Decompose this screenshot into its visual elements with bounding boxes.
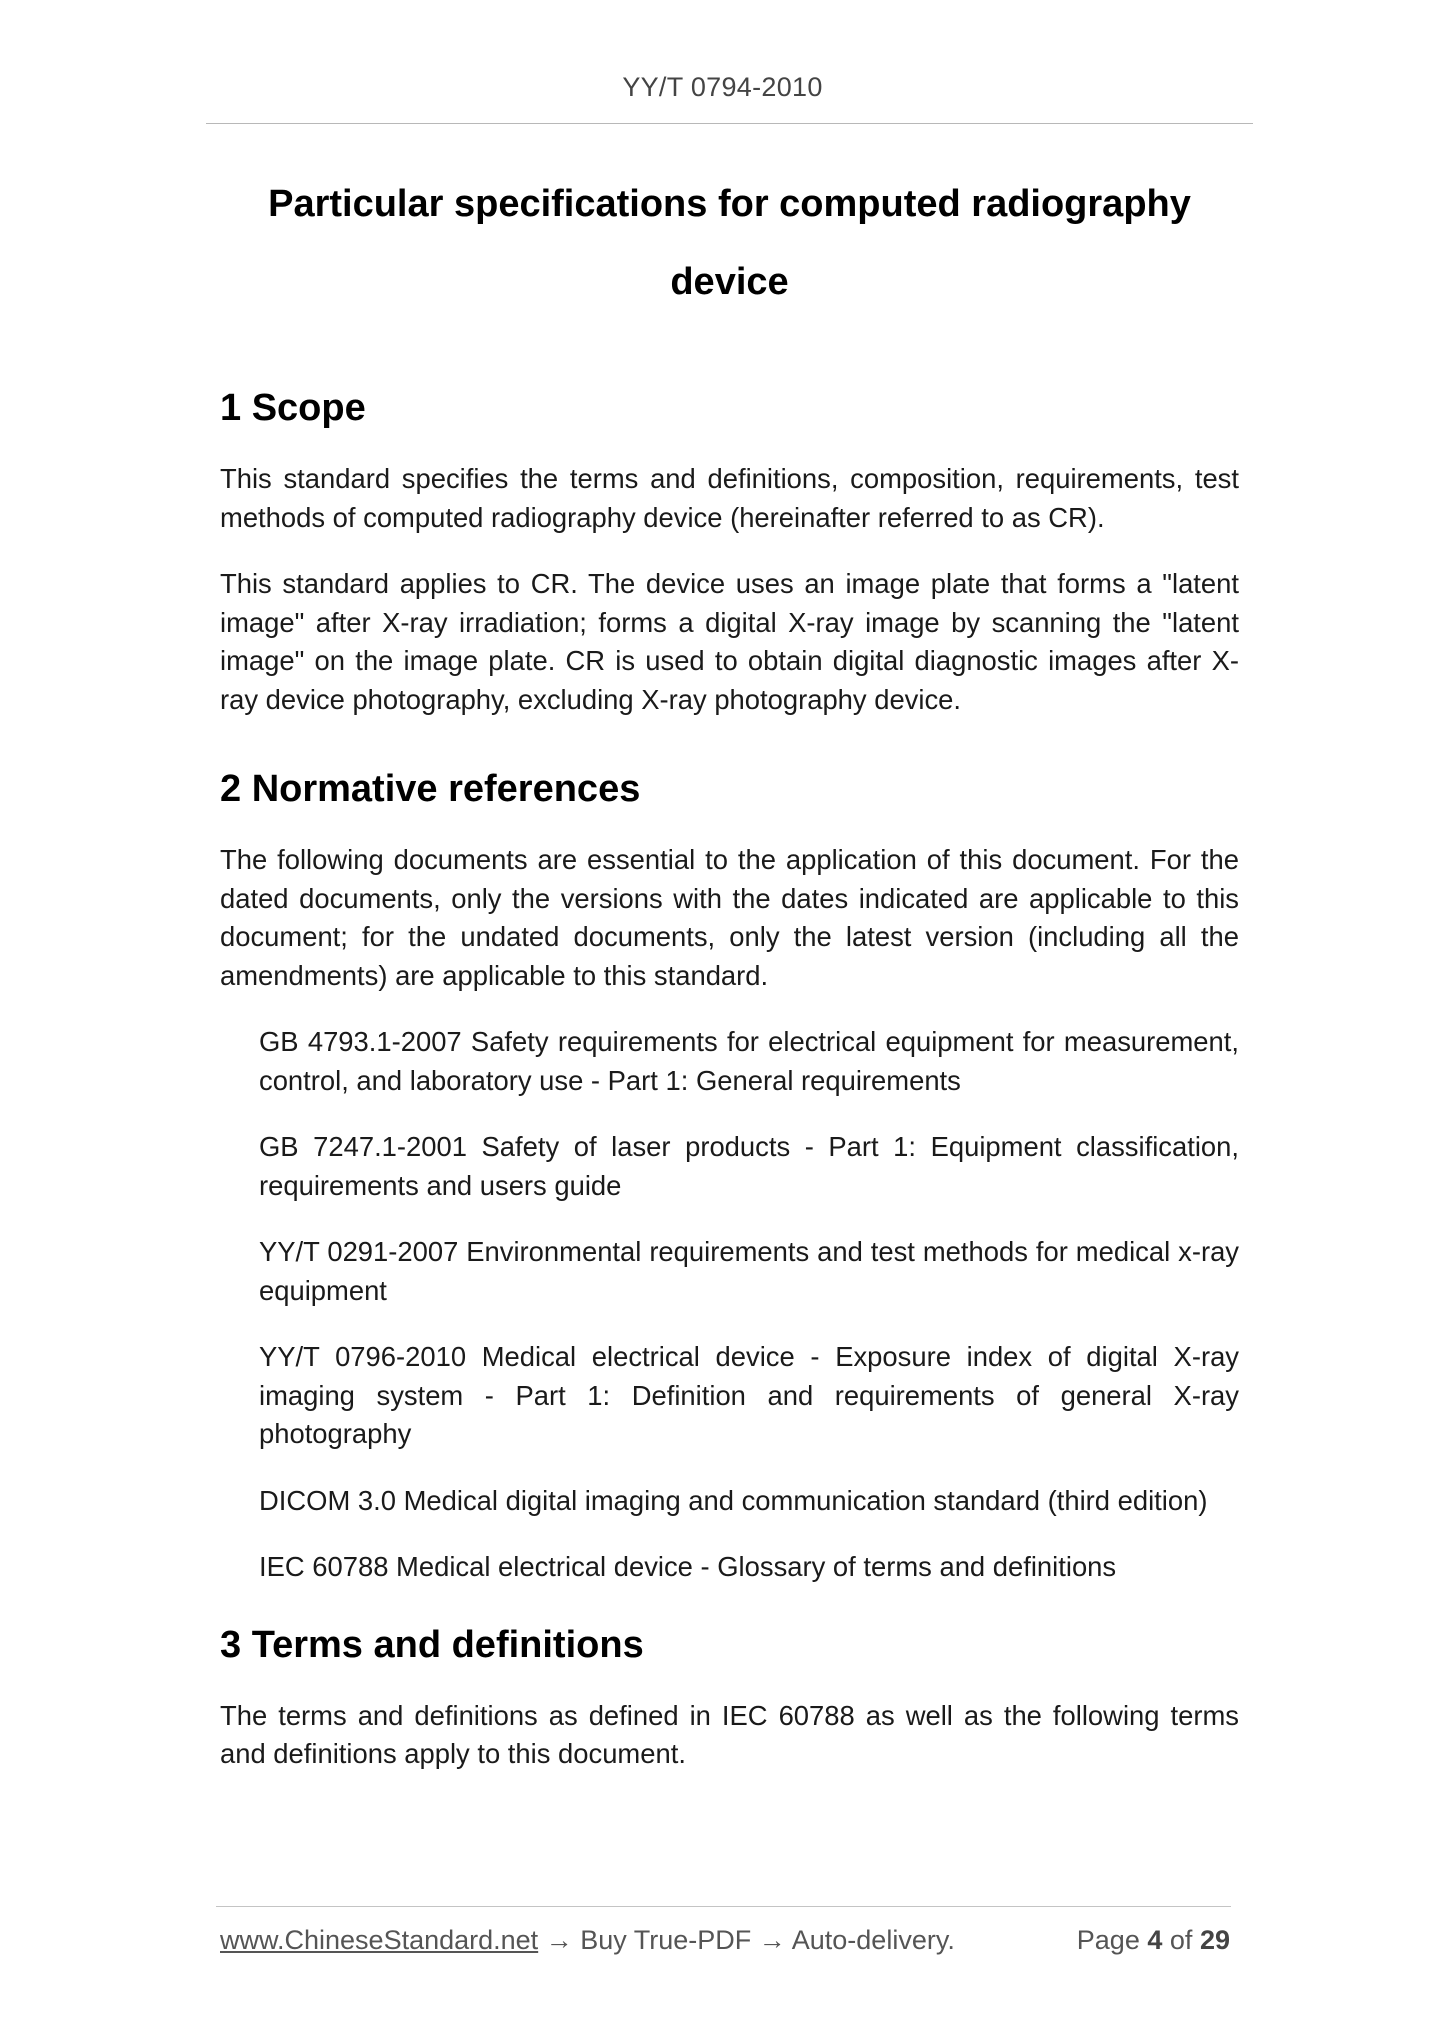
reference-item: DICOM 3.0 Medical digital imaging and communication standard (third edition) [259,1484,1208,1516]
page-number [1077,1925,1230,1956]
footer-promo-text: → Buy True-PDF → Auto-delivery. [545,1925,955,1955]
terms-definitions-intro: The terms and definitions as defined in IEC 60788 as well as the following terms and definitions apply to this document. [220,1699,1239,1769]
header-divider [206,123,1253,124]
reference-item: YY/T 0796-2010 Medical electrical device - Exposure index of digital X-ray imaging system - Part 1: Definition and requirements of general X-ray photography [259,1341,1239,1449]
website-link[interactable]: www.ChineseStandard.net [220,1925,539,1955]
scope-paragraph-1: This standard specifies the terms and definitions, composition, requirements, test methods of computed radiography device (hereinafter referred to as CR). [220,463,1239,533]
reference-item: GB 4793.1-2007 Safety requirements for electrical equipment for measurement, control, and laboratory use - Part 1: General requirements [259,1026,1239,1096]
section-heading-normative-references: 2 Normative references [220,768,641,810]
page-of-label: of [1169,1925,1193,1955]
normative-references-intro: The following documents are essential to the application of this document. For the dated documents, only the versions with the dates indicated are applicable to this document; for the undated documents, only the latest version (including all the amendments) are applicable to this standard. [220,844,1239,991]
footer-divider [216,1906,1231,1907]
page-total: 29 [1199,1925,1230,1955]
document-title: Particular specifications for computed radiography device [268,183,1191,303]
reference-item: YY/T 0291-2007 Environmental requirements and test methods for medical x-ray equipment [259,1236,1239,1306]
reference-item: GB 7247.1-2001 Safety of laser products - Part 1: Equipment classification, requirements and users guide [259,1131,1239,1201]
section-heading-scope: 1 Scope [220,387,366,429]
document-body [220,378,1239,1774]
scope-paragraph-2: This standard applies to CR. The device uses an image plate that forms a "latent image" after X-ray irradiation; forms a digital X-ray image by scanning the "latent image" on the image plate. CR is used to obtain digital diagnostic images after X-ray device photography, excluding X-ray photography device. [220,568,1239,715]
page-label: Page [1076,1925,1140,1955]
page-current: 4 [1147,1925,1163,1955]
section-heading-terms-definitions: 3 Terms and definitions [220,1623,644,1666]
footer-promo [220,1925,955,1956]
page-header-standard-code: YY/T 0794-2010 [622,72,823,102]
reference-list [220,1023,1239,1587]
reference-item: IEC 60788 Medical electrical device - Glossary of terms and definitions [259,1551,1117,1582]
